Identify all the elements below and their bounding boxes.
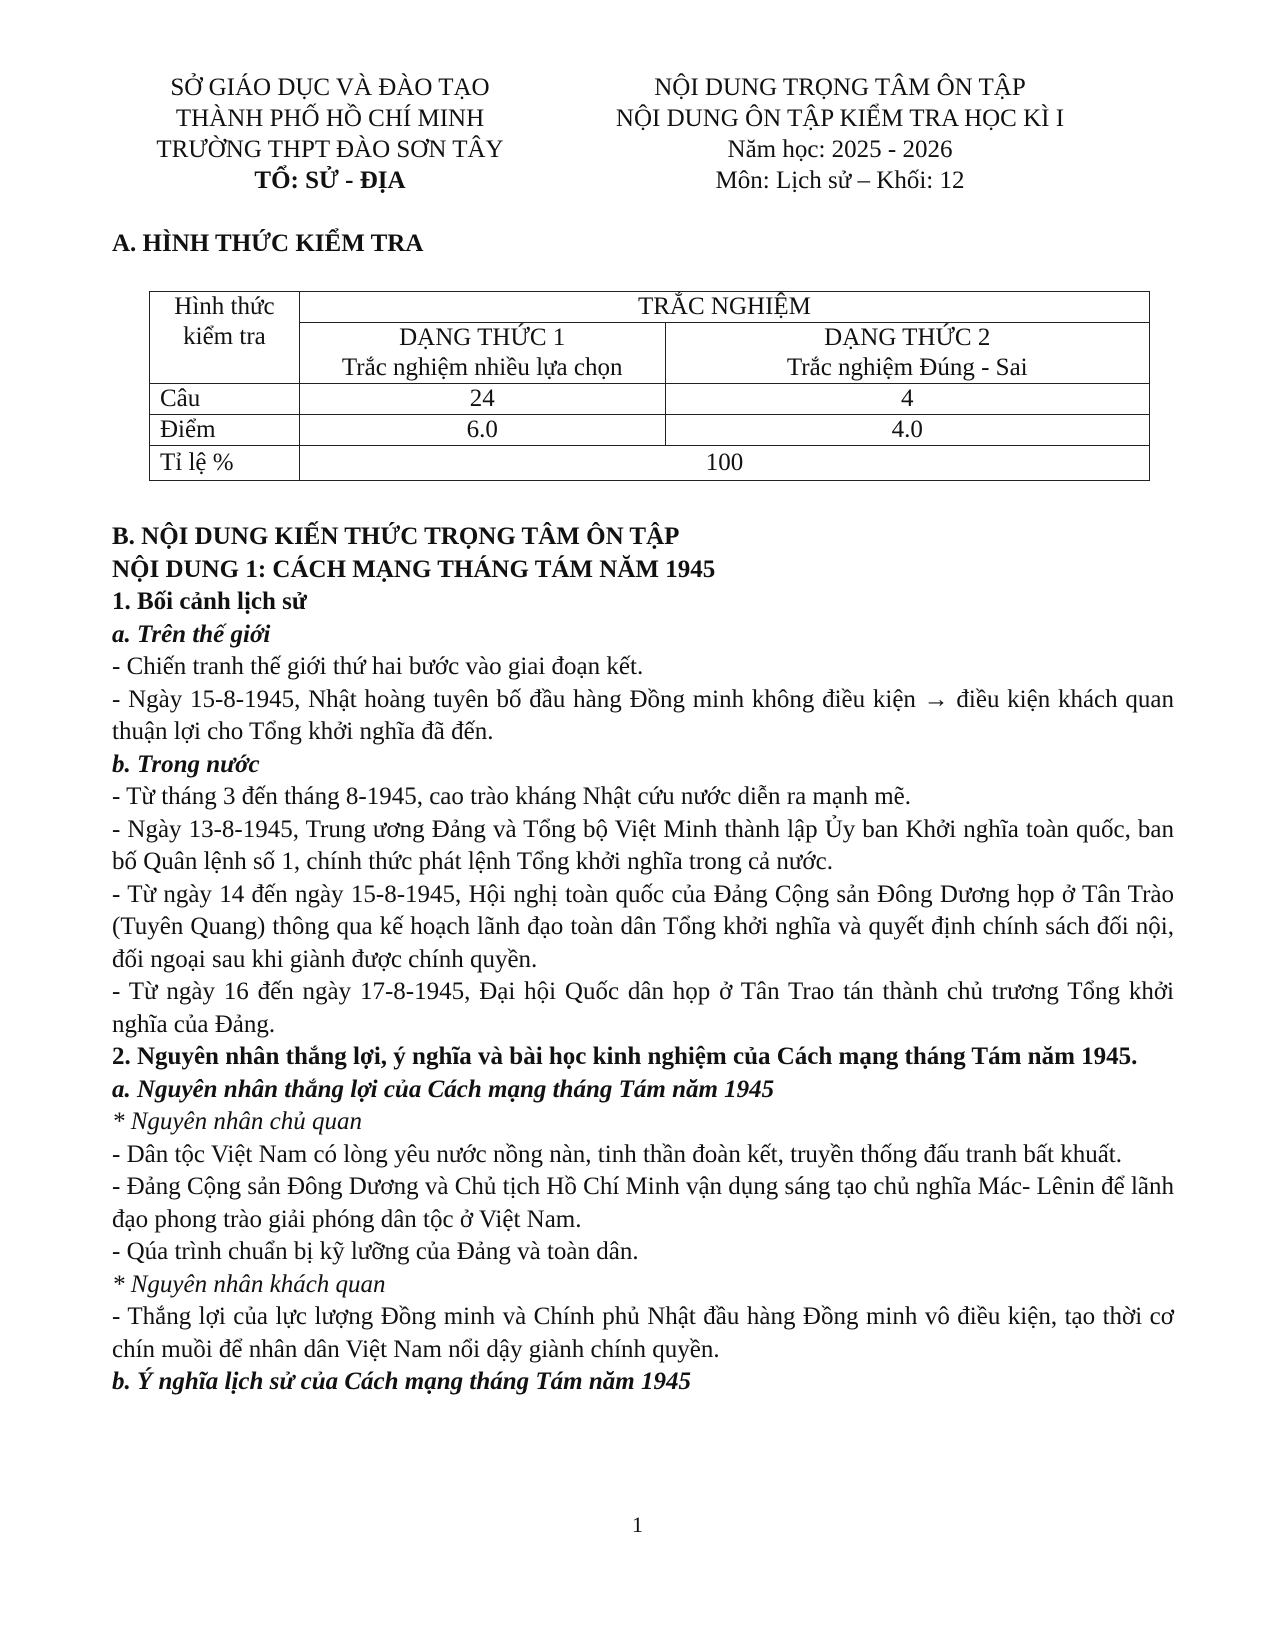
header-right	[590, 72, 1090, 196]
paragraph: - Từ tháng 3 đến tháng 8-1945, cao trào kháng Nhật cứu nước diễn ra mạnh mẽ.	[112, 783, 912, 810]
paragraph: - Qúa trình chuẩn bị kỹ lưỡng của Đảng và toàn dân.	[112, 1238, 639, 1265]
document-body	[112, 521, 1174, 1399]
subjective-causes-label: * Nguyên nhân chủ quan	[112, 1108, 362, 1135]
school-name: TRƯỜNG THPT ĐÀO SƠN TÂY	[156, 136, 504, 163]
section-b-title: B. NỘI DUNG KIẾN THỨC TRỌNG TÂM ÔN TẬP	[112, 523, 680, 550]
heading-1b: b. Trong nước	[112, 750, 260, 778]
paragraph: - Từ ngày 16 đến ngày 17-8-1945, Đại hội Quốc dân họp ở Tân Trao tán thành chủ trương Tổng khởi nghĩa của Đảng.	[112, 978, 1174, 1038]
department-name: SỞ GIÁO DỤC VÀ ĐÀO TẠO	[170, 74, 490, 101]
table-corner-cell: Hình thức kiểm tra	[150, 292, 300, 384]
paragraph: - Ngày 13-8-1945, Trung ương Đảng và Tổng bộ Việt Minh thành lập Ủy ban Khởi nghĩa toàn quốc, ban bố Quân lệnh số 1, chính thức phát lệnh Tổng khởi nghĩa trong cả nước.	[112, 815, 1174, 875]
doc-subtitle: NỘI DUNG ÔN TẬP KIỂM TRA HỌC KÌ I	[615, 105, 1065, 132]
col1-subtitle: Trắc nghiệm nhiều lựa chọn	[341, 354, 623, 381]
row-label-cau: Câu	[150, 384, 300, 415]
col2-subtitle: Trắc nghiệm Đúng - Sai	[786, 354, 1028, 381]
heading-2b: b. Ý nghĩa lịch sử của Cách mạng tháng Tám năm 1945	[112, 1368, 691, 1395]
row-label-diem: Điểm	[150, 415, 300, 446]
table-col2-header	[665, 323, 1149, 384]
city-name: THÀNH PHỐ HỒ CHÍ MINH	[175, 105, 485, 132]
content-1-title: NỘI DUNG 1: CÁCH MẠNG THÁNG TÁM NĂM 1945	[112, 555, 716, 583]
table-row	[150, 415, 1150, 446]
heading-2a: a. Nguyên nhân thắng lợi của Cách mạng tháng Tám năm 1945	[112, 1075, 775, 1103]
cell-tile: 100	[299, 446, 1149, 481]
heading-1a: a. Trên thế giới	[112, 620, 271, 648]
header-left	[110, 72, 550, 196]
paragraph: - Ngày 15-8-1945, Nhật hoàng tuyên bố đầu hàng Đồng minh không điều kiện → điều kiện khách quan thuận lợi cho Tổng khởi nghĩa đã đến.	[112, 685, 1174, 745]
col2-title: DẠNG THỨC 2	[824, 324, 991, 351]
table-group-header: TRẮC NGHIỆM	[299, 292, 1149, 323]
exam-format-table	[149, 291, 1150, 481]
heading-1: 1. Bối cảnh lịch sử	[112, 588, 307, 615]
paragraph: - Từ ngày 14 đến ngày 15-8-1945, Hội nghị toàn quốc của Đảng Cộng sản Đông Dương họp ở Tân Trào (Tuyên Quang) thông qua kế hoạch lãnh đạo toàn dân Tổng khởi nghĩa và quyết định chính sách đối nội, đối ngoại sau khi giành được chính quyền.	[112, 880, 1174, 973]
paragraph: - Chiến tranh thế giới thứ hai bước vào giai đoạn kết.	[112, 653, 644, 680]
cell-diem-2: 4.0	[665, 415, 1149, 446]
table-row	[150, 446, 1150, 481]
subject-grade: Môn: Lịch sử – Khối: 12	[715, 167, 965, 194]
paragraph: - Thắng lợi của lực lượng Đồng minh và Chính phủ Nhật đầu hàng Đồng minh vô điều kiện, tạo thời cơ chín muồi để nhân dân Việt Nam nổi dậy giành chính quyền.	[112, 1303, 1174, 1363]
table-col1-header	[299, 323, 665, 384]
paragraph: - Đảng Cộng sản Đông Dương và Chủ tịch Hồ Chí Minh vận dụng sáng tạo chủ nghĩa Mác- Lênin để lãnh đạo phong trào giải phóng dân tộc ở Việt Nam.	[112, 1173, 1175, 1233]
col1-title: DẠNG THỨC 1	[399, 324, 566, 351]
group-name: TỔ: SỬ - ĐỊA	[254, 167, 406, 194]
objective-causes-label: * Nguyên nhân khách quan	[112, 1270, 386, 1298]
table-row	[150, 384, 1150, 415]
section-a-title: A. HÌNH THỨC KIỂM TRA	[112, 230, 424, 257]
paragraph: - Dân tộc Việt Nam có lòng yêu nước nồng nàn, tinh thần đoàn kết, truyền thống đấu tranh bất khuất.	[112, 1140, 1122, 1168]
table-row	[150, 323, 1150, 384]
school-year: Năm học: 2025 - 2026	[727, 136, 953, 163]
table-row	[150, 292, 1150, 323]
cell-cau-1: 24	[299, 384, 665, 415]
doc-title: NỘI DUNG TRỌNG TÂM ÔN TẬP	[654, 74, 1026, 101]
page-number: 1	[632, 1512, 643, 1537]
cell-cau-2: 4	[665, 384, 1149, 415]
heading-2: 2. Nguyên nhân thắng lợi, ý nghĩa và bài học kinh nghiệm của Cách mạng tháng Tám năm 1945.	[112, 1043, 1138, 1070]
row-label-tile: Tỉ lệ %	[150, 446, 300, 481]
cell-diem-1: 6.0	[299, 415, 665, 446]
